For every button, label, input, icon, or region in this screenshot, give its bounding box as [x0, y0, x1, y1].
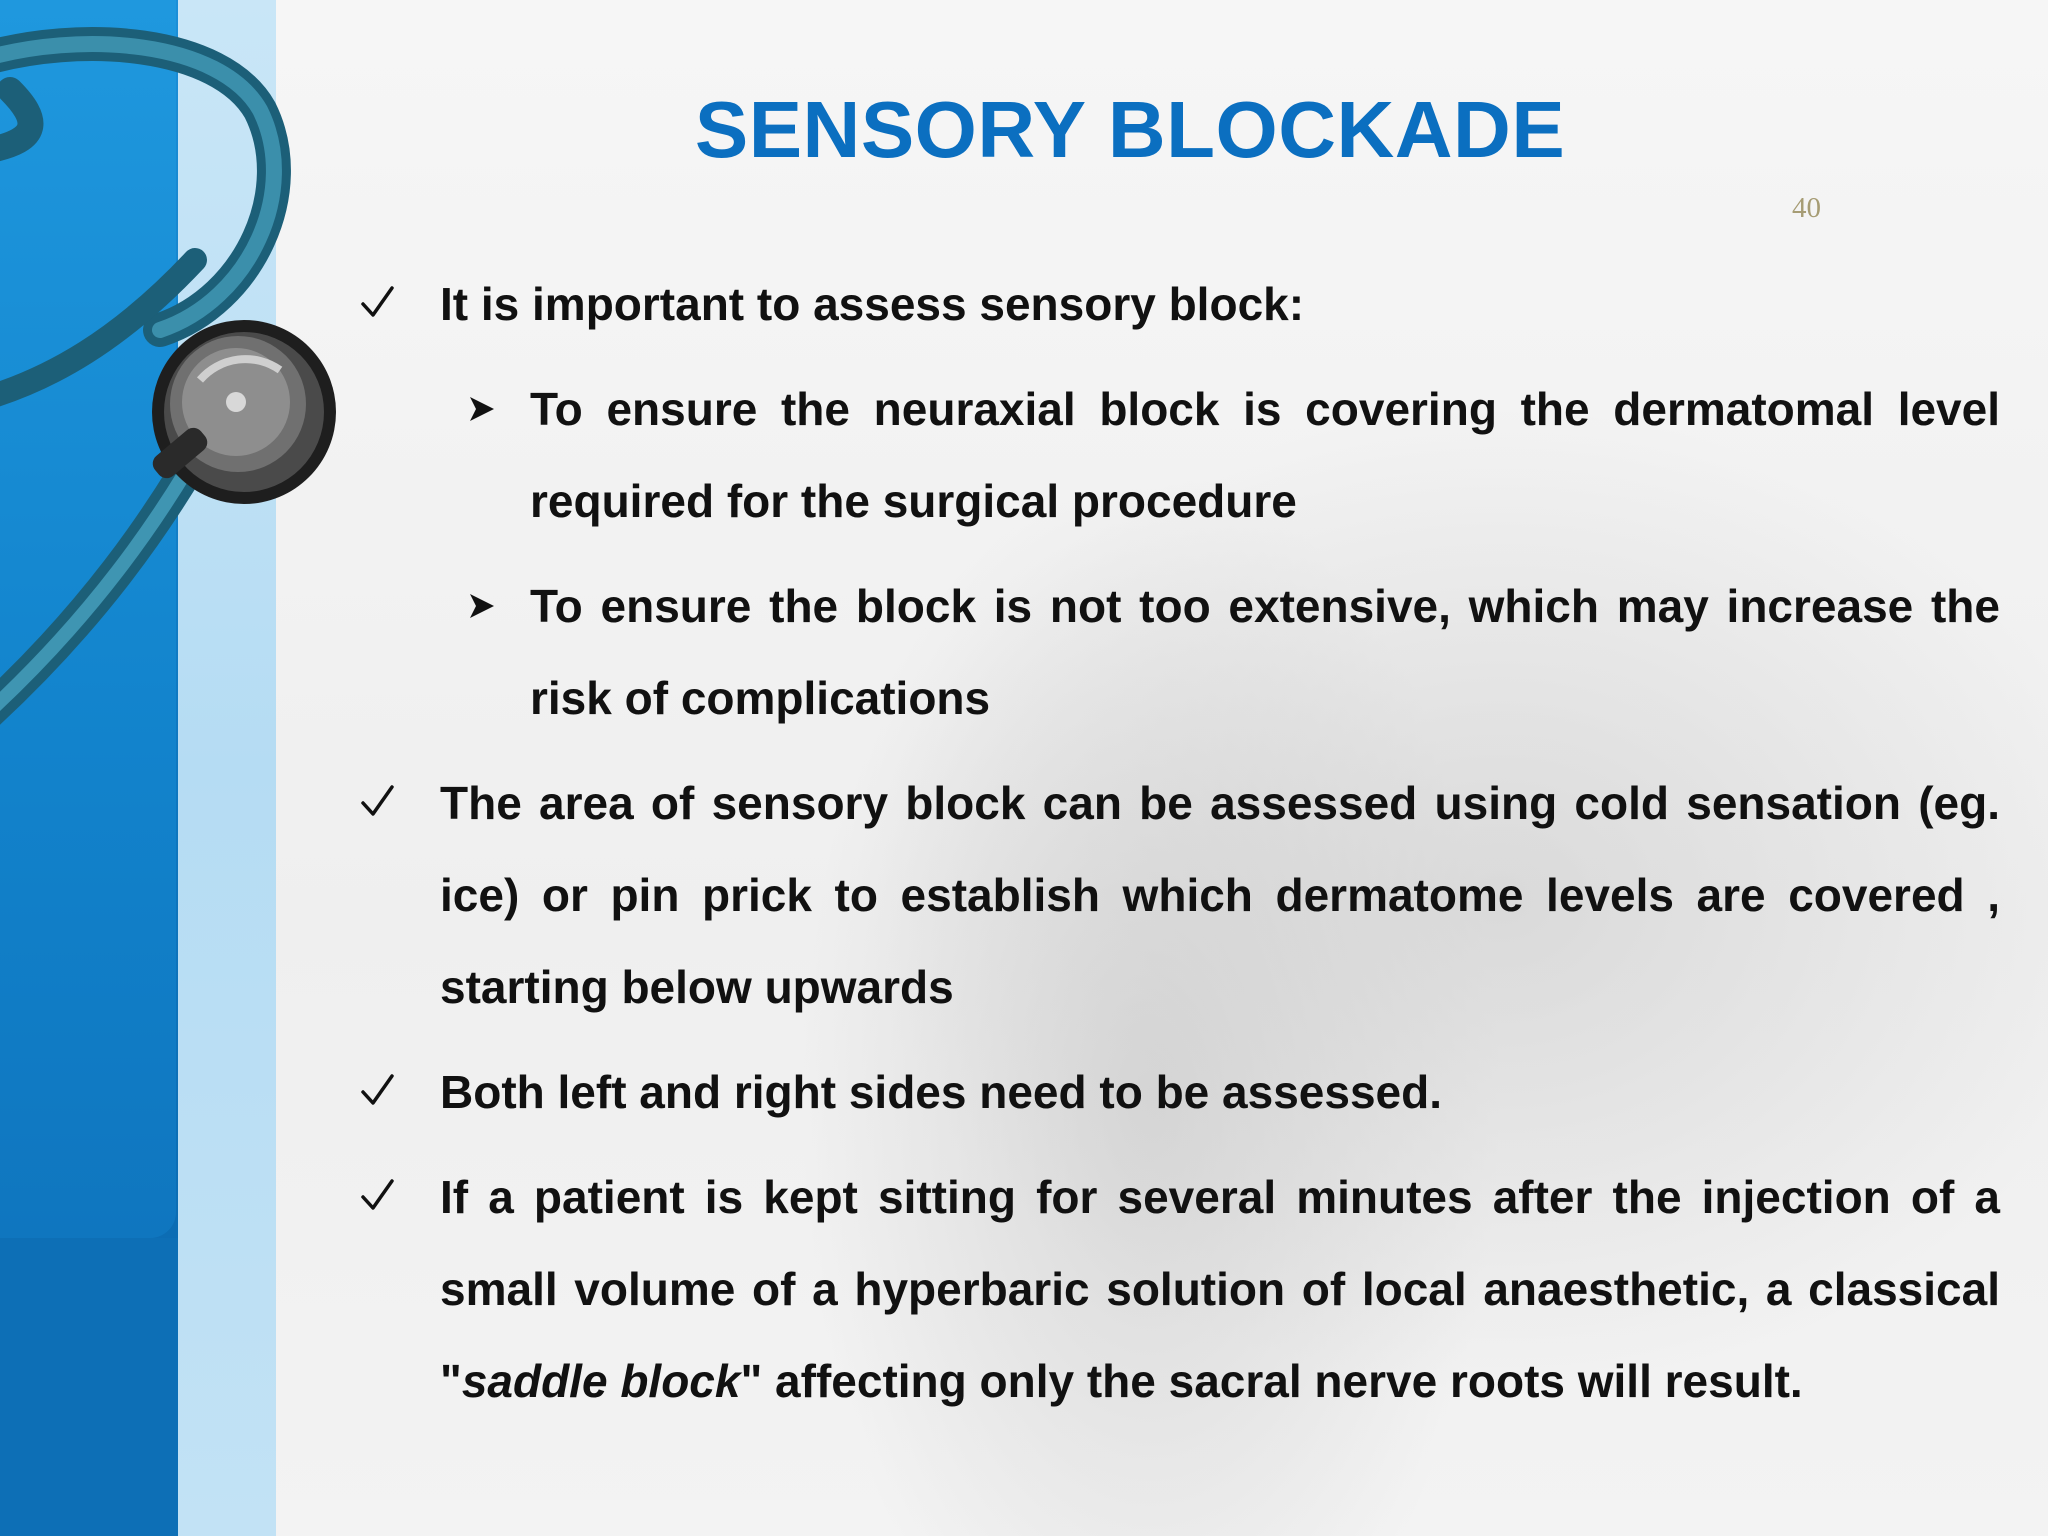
- bullet-item-cold-sensation: [360, 757, 2000, 1033]
- arrowhead-bullet-icon: [464, 363, 524, 455]
- slide-title: SENSORY BLOCKADE: [694, 85, 1566, 174]
- stethoscope-illustration: [0, 0, 360, 800]
- bullet-item-assess-sensory-block: [360, 258, 2000, 350]
- bullet-text: To ensure the neuraxial block is covering the dermatomal level required for the surgical procedure: [530, 383, 2000, 527]
- bullet-text-before: If a patient is kept sitting for several minutes after the injection of a small volume of a hyperbaric solution of local anaesthetic, a classical ": [440, 1171, 2000, 1407]
- checkmark-icon: [360, 1151, 420, 1243]
- checkmark-icon: [360, 757, 420, 849]
- saddle-block-term: saddle block: [461, 1355, 741, 1407]
- side-band-dark: [0, 1238, 178, 1536]
- page-number: 40: [1792, 192, 1821, 224]
- sub-bullet-dermatomal-level: [360, 363, 2000, 547]
- sub-bullet-not-too-extensive: [360, 560, 2000, 744]
- bullet-item-saddle-block: [360, 1151, 2000, 1427]
- bullet-text: Both left and right sides need to be assessed.: [440, 1066, 1443, 1118]
- bullet-text: To ensure the block is not too extensive, which may increase the risk of complications: [530, 580, 2000, 724]
- arrowhead-bullet-icon: [464, 560, 524, 652]
- bullet-text-after: " affecting only the sacral nerve roots will result.: [740, 1355, 1803, 1407]
- bullet-text: It is important to assess sensory block:: [440, 278, 1305, 330]
- bullet-item-both-sides: [360, 1046, 2000, 1138]
- bullet-list: [360, 258, 2000, 1440]
- checkmark-icon: [360, 1046, 420, 1138]
- bullet-text: The area of sensory block can be assessed using cold sensation (eg. ice) or pin prick to establish which dermatome levels are covered , starting below upwards: [440, 777, 2000, 1013]
- checkmark-icon: [360, 258, 420, 350]
